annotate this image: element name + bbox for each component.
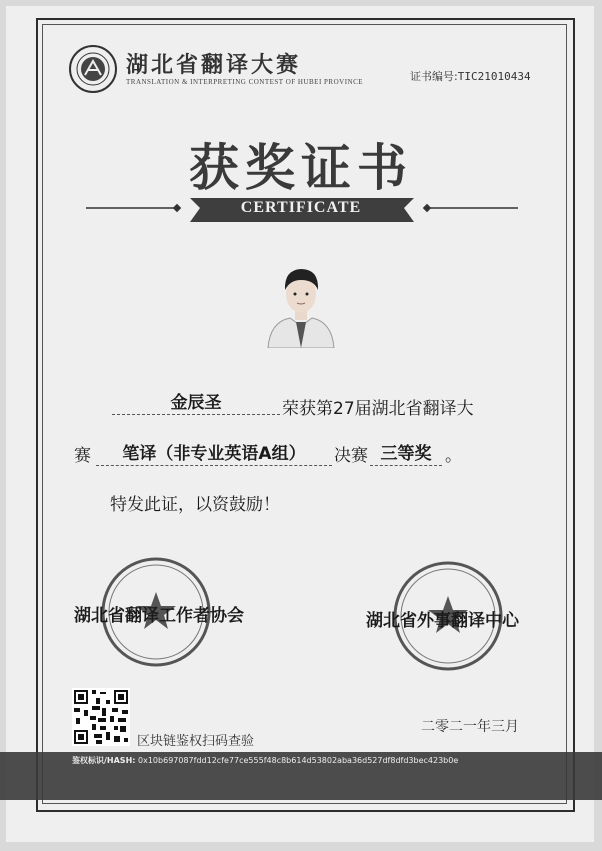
issuer-left: 湖北省翻译工作者协会: [74, 606, 244, 626]
award-text-line1: 荣获第27届湖北省翻译大: [282, 399, 474, 419]
winner-name: 金辰圣: [112, 388, 280, 415]
award-category: 笔译（非专业英语A组）: [96, 439, 332, 466]
certificate-title: 获奖证书: [189, 138, 413, 197]
certificate-number-label: 证书编号:: [410, 70, 458, 83]
certificate-banner-text: CERTIFICATE: [240, 199, 362, 216]
award-level: 三等奖: [370, 439, 442, 466]
winner-photo: [262, 256, 340, 348]
award-text-period: 。: [445, 446, 462, 466]
qr-caption: 区块链鉴权扫码查验: [137, 734, 255, 749]
contest-name-cn: 湖北省翻译大赛: [126, 52, 302, 78]
award-text-final: 决赛: [334, 446, 368, 466]
hash-label: 鉴权标识/HASH:: [72, 756, 136, 765]
verification-hash: [72, 755, 458, 766]
contest-logo-icon: [68, 44, 118, 94]
contest-name-en: TRANSLATION & INTERPRETING CONTEST OF HUBEI PROVINCE: [126, 78, 364, 86]
certificate-number: [410, 68, 531, 84]
hash-value: 0x10b697087fdd12cfe77ce555f48c8b614d53802aba36d527df8dfd3bec423b0e: [138, 756, 459, 765]
issuer-right: 湖北省外事翻译中心: [366, 611, 519, 631]
issue-date: 二零二一年三月: [421, 719, 519, 735]
certificate-number-value: TIC21010434: [457, 70, 531, 83]
award-text-contest-suffix: 赛: [74, 446, 91, 466]
award-text-closing: 特发此证，以资鼓励！: [110, 495, 280, 515]
verification-qr-code[interactable]: [72, 688, 130, 746]
